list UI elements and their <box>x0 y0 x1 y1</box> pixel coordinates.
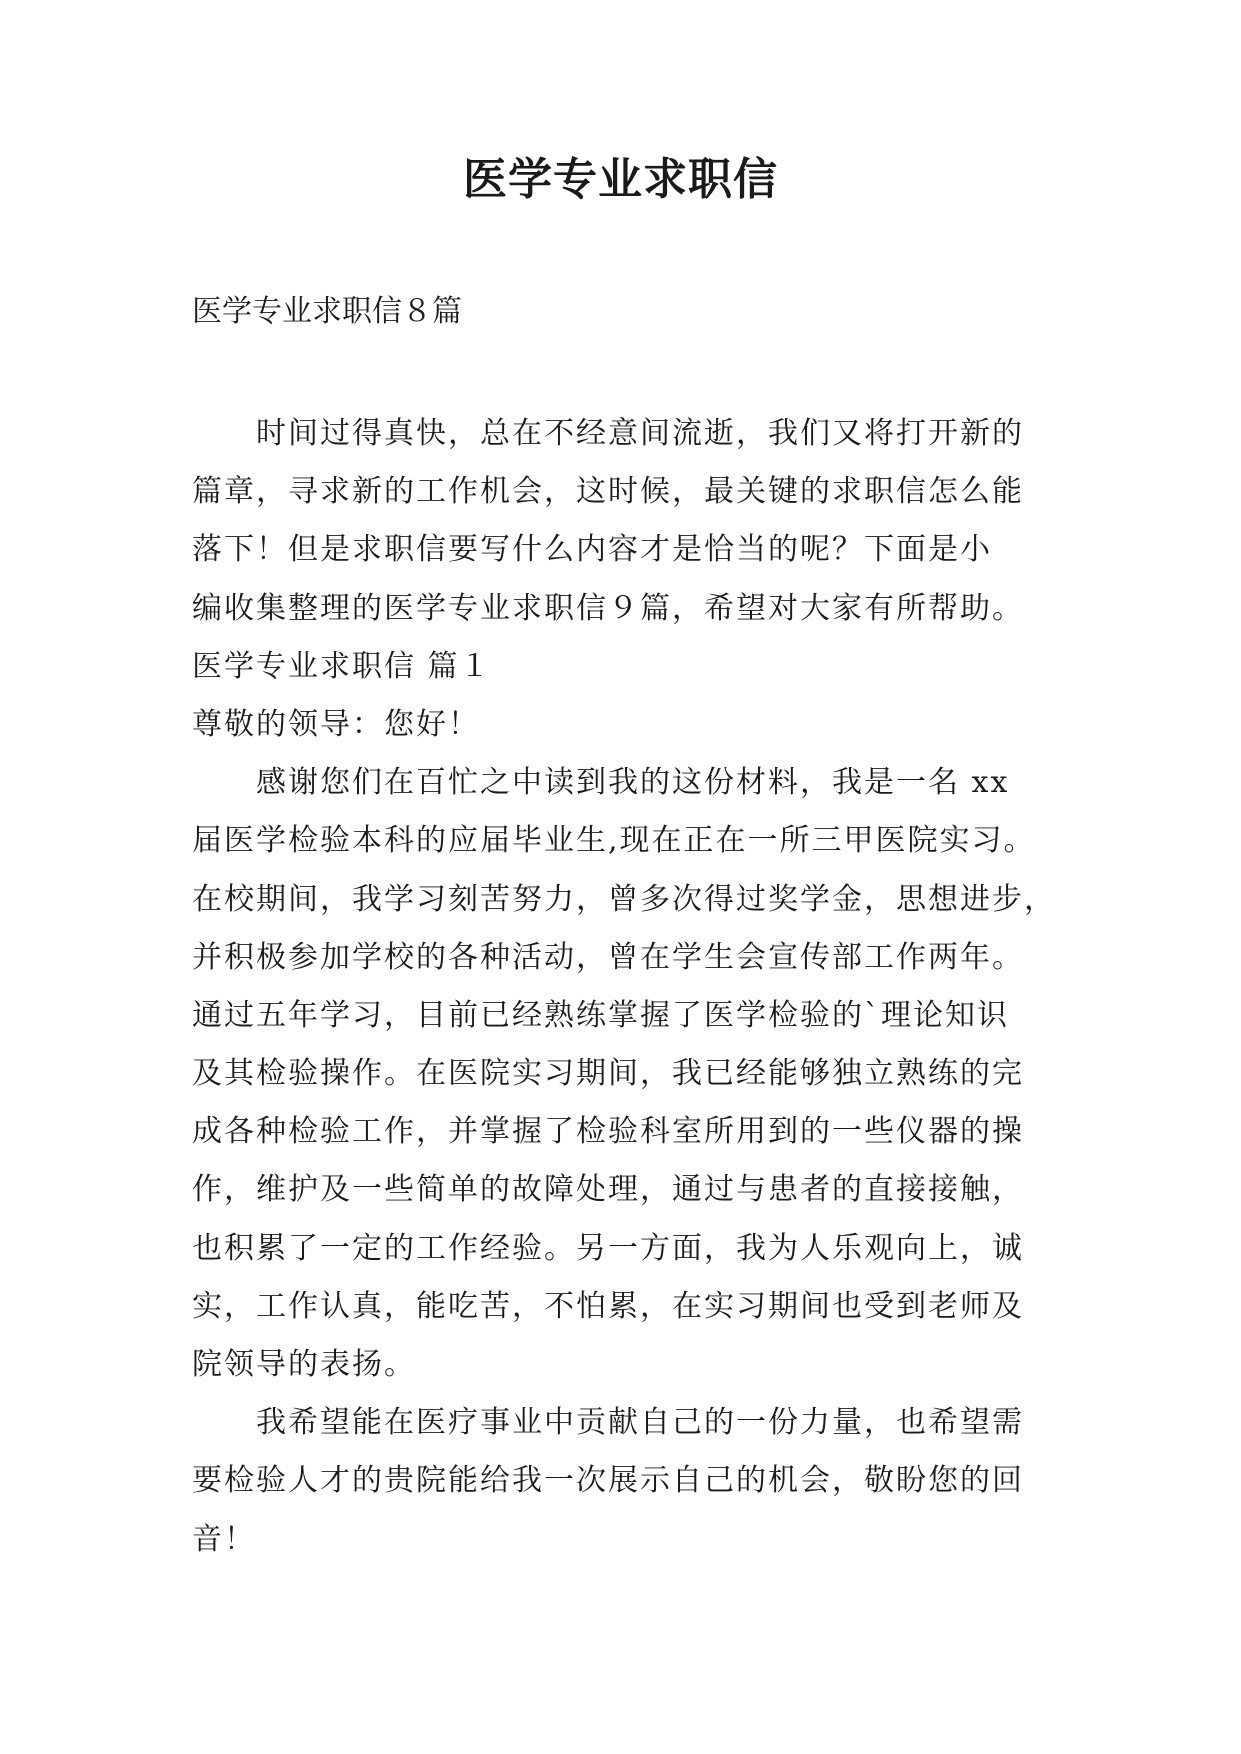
paragraph-line: 时间过得真快，总在不经意间流逝，我们又将打开新的 <box>256 416 1024 451</box>
document-body <box>192 405 1056 1569</box>
paragraph-line: 落下！但是求职信要写什么内容才是恰当的呢？下面是小 <box>192 532 992 568</box>
paragraph-line: 也积累了一定的工作经验。另一方面，我为人乐观向上，诚 <box>192 1230 1024 1266</box>
paragraph-line: 通过五年学习，目前已经熟练掌握了医学检验的`理论知识 <box>192 997 1009 1033</box>
paragraph-line: 并积极参加学校的各种活动，曾在学生会宣传部工作两年。 <box>192 939 1024 975</box>
paragraph-line: 要检验人才的贵院能给我一次展示自己的机会，敬盼您的回 <box>192 1463 1024 1499</box>
paragraph-line: 音！ <box>192 1521 256 1557</box>
paragraph-line: 成各种检验工作，并掌握了检验科室所用到的一些仪器的操 <box>192 1114 1024 1150</box>
paragraph-line: 在校期间，我学习刻苦努力，曾多次得过奖学金，思想进步， <box>192 881 1056 917</box>
salutation: 尊敬的领导：您好！ <box>192 706 480 742</box>
paragraph-line: 院领导的表扬。 <box>192 1347 416 1382</box>
document-subtitle: 医学专业求职信８篇 <box>192 294 462 329</box>
paragraph-line: 感谢您们在百忙之中读到我的这份材料，我是一名 xx <box>256 765 1010 801</box>
paragraph-line: 编收集整理的医学专业求职信９篇，希望对大家有所帮助。 <box>192 590 1024 626</box>
paragraph-line: 篇章，寻求新的工作机会，这时候，最关键的求职信怎么能 <box>192 474 1024 510</box>
paragraph-line: 作，维护及一些简单的故障处理，通过与患者的直接接触， <box>192 1172 1024 1208</box>
document-title: 医学专业求职信 <box>463 154 778 205</box>
paragraph-line: 我希望能在医疗事业中贡献自己的一份力量，也希望需 <box>256 1405 1024 1441</box>
section-heading: 医学专业求职信 篇１ <box>192 648 492 684</box>
paragraph-line: 实，工作认真，能吃苦，不怕累，在实习期间也受到老师及 <box>192 1288 1024 1324</box>
paragraph-line: 届医学检验本科的应届毕业生,现在正在一所三甲医院实习。 <box>192 823 1036 859</box>
paragraph-line: 及其检验操作。在医院实习期间，我已经能够独立熟练的完 <box>192 1056 1024 1092</box>
